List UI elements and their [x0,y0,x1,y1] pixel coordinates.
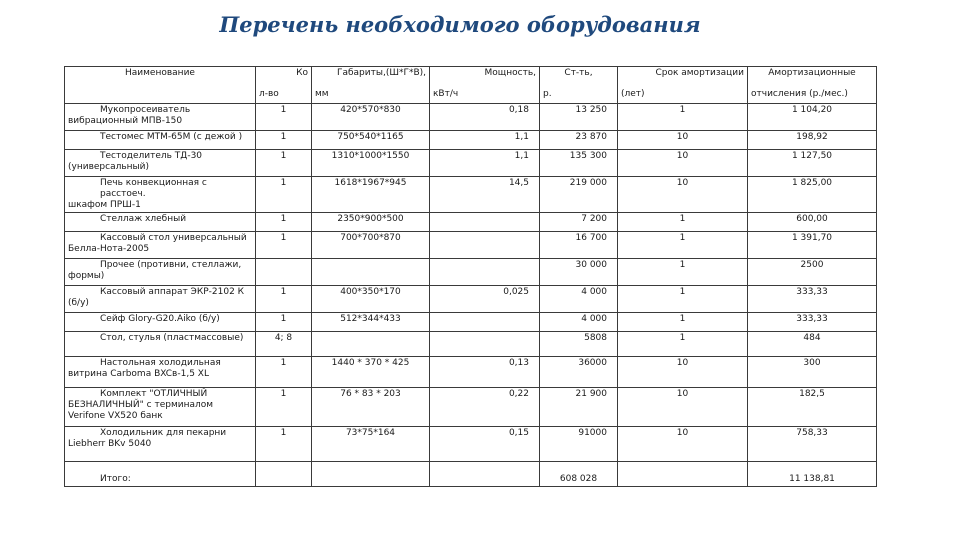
cell-power-value: 1,1 [514,151,529,161]
cell-qty-value: 1 [280,428,287,438]
cell-cost [540,388,618,427]
cell-depreciation-value: 333,33 [796,287,828,297]
cell-cost [540,104,618,131]
cell-dims-value: 1440 * 370 * 425 [331,358,410,368]
page-title: Перечень необходимого оборудования [219,12,701,37]
cell-dims-value: 512*344*433 [340,314,401,324]
cell-power [430,427,540,462]
cell-dims [312,131,430,150]
cell-life-value: 1 [679,105,686,115]
cell-qty-value: 1 [280,105,287,115]
cell-dims [312,150,430,177]
table-row [65,357,877,388]
cell-life-value: 10 [676,132,689,142]
cell-depreciation-value: 300 [803,358,821,368]
cell-depreciation [748,388,877,427]
item-name-line2: вибрационный МПВ-150 [68,116,183,126]
cell-qty-value: 1 [280,178,287,188]
item-name-line1: Настольная холодильная [100,358,221,368]
cell-cost [540,427,618,462]
total-qty [256,462,312,487]
cell-depreciation [748,259,877,286]
cell-life-value: 1 [679,333,686,343]
cell-cost [540,313,618,332]
cell-depreciation [748,213,877,232]
cell-qty-value: 1 [280,389,287,399]
item-name-line1: Кассовый аппарат ЭКР-2102 К [100,287,245,297]
cell-power [430,177,540,213]
cell-depreciation [748,427,877,462]
cell-life-value: 10 [676,389,689,399]
cell-dims [312,213,430,232]
cell-name [65,259,256,286]
cell-qty [256,232,312,259]
cell-dims [312,286,430,313]
cell-power [430,357,540,388]
cell-depreciation-value: 484 [803,333,821,343]
cell-depreciation [748,177,877,213]
header-power: Мощность, кВт/ч [430,67,540,104]
cell-life [618,259,748,286]
cell-dims-value: 1310*1000*1550 [331,151,410,161]
cell-qty-value: 1 [280,314,287,324]
cell-qty [256,286,312,313]
table-row [65,131,877,150]
cell-dims [312,259,430,286]
cell-depreciation-value: 333,33 [796,314,828,324]
table-row [65,104,877,131]
cell-power-value: 0,22 [508,389,529,399]
cell-dims-value: 400*350*170 [340,287,401,297]
item-name-line2: Liebherr BKv 5040 [68,439,152,449]
cell-dims [312,427,430,462]
item-name-line2: витрина Carboma BXCв-1,5 XL [68,369,209,379]
cell-depreciation-value: 1 391,70 [791,233,833,243]
cell-name [65,332,256,357]
cell-depreciation [748,131,877,150]
cell-power-value: 0,025 [503,287,529,297]
cell-depreciation [748,332,877,357]
cell-qty [256,213,312,232]
cell-dims [312,313,430,332]
item-name-line1: Стеллаж хлебный [100,214,187,224]
item-name-line1: Стол, стулья (пластмассовые) [100,333,244,343]
cell-power [430,213,540,232]
cell-power [430,104,540,131]
cell-cost [540,131,618,150]
cell-life-value: 1 [679,214,686,224]
cell-dims [312,388,430,427]
cell-power-value: 0,13 [508,358,529,368]
cell-cost-value: 21 900 [575,389,607,399]
cell-depreciation [748,313,877,332]
item-name-line2: БЕЗНАЛИЧНЫЙ" с терминалом Verifone VX520 банк [68,400,214,421]
cell-name [65,427,256,462]
header-life: Срок амортизации (лет) [618,67,748,104]
table-row [65,150,877,177]
total-depreciation [748,462,877,487]
cell-cost [540,177,618,213]
cell-cost-value: 91000 [578,428,607,438]
cell-depreciation [748,150,877,177]
cell-cost-value: 4 000 [581,287,607,297]
cell-qty [256,259,312,286]
cell-power [430,232,540,259]
cell-qty [256,177,312,213]
cell-life-value: 10 [676,151,689,161]
cell-dims-value: 1618*1967*945 [334,178,407,188]
cell-life [618,150,748,177]
cell-power [430,286,540,313]
cell-cost [540,150,618,177]
cell-depreciation-value: 1 104,20 [791,105,833,115]
cell-qty-value: 1 [280,287,287,297]
cell-dims [312,177,430,213]
cell-qty [256,313,312,332]
cell-dims-value: 700*700*870 [340,233,401,243]
cell-cost [540,213,618,232]
cell-dims-value: 750*540*1165 [337,132,404,142]
cell-life [618,104,748,131]
total-life [618,462,748,487]
cell-qty-value: 1 [280,214,287,224]
cell-depreciation [748,104,877,131]
cell-qty-value: 1 [280,358,287,368]
total-label [65,462,256,487]
item-name-line1: Тестомес МТМ-65М (с дежой ) [100,132,243,142]
cell-cost [540,259,618,286]
cell-life-value: 10 [676,428,689,438]
cell-name [65,104,256,131]
cell-power [430,150,540,177]
total-power [430,462,540,487]
table-row [65,213,877,232]
cell-name [65,286,256,313]
cell-depreciation [748,232,877,259]
cell-life-value: 1 [679,233,686,243]
total-label-value: Итого: [100,474,131,484]
cell-depreciation-value: 1 127,50 [791,151,833,161]
cell-cost-value: 23 870 [575,132,607,142]
cell-qty [256,104,312,131]
item-name-line1: Прочее (противни, стеллажи, [100,260,242,270]
cell-life [618,131,748,150]
item-name-line2: (б/у) [68,298,89,308]
cell-name [65,131,256,150]
cell-power [430,388,540,427]
total-cost [540,462,618,487]
cell-life-value: 1 [679,260,686,270]
cell-dims-value: 73*75*164 [345,428,396,438]
item-name-line1: Сейф Glory-G20.Aiko (б/у) [100,314,220,324]
cell-cost [540,286,618,313]
table-row [65,332,877,357]
cell-cost-value: 13 250 [575,105,607,115]
cell-name [65,313,256,332]
cell-qty-value: 1 [280,151,287,161]
cell-cost-value: 30 000 [575,260,607,270]
cell-name [65,232,256,259]
table-row [65,388,877,427]
cell-qty [256,131,312,150]
cell-life-value: 1 [679,287,686,297]
cell-dims [312,232,430,259]
header-dims: Габариты,(Ш*Г*В), мм [312,67,430,104]
item-name-line1: Печь конвекционная с расстоеч. [100,178,207,199]
cell-depreciation [748,286,877,313]
cell-power-value: 1,1 [514,132,529,142]
item-name-line2: Белла-Нота-2005 [68,244,150,254]
header-depreciation: Амортизационные отчисления (р./мес.) [748,67,877,104]
cell-dims [312,104,430,131]
cell-power [430,131,540,150]
cell-cost [540,332,618,357]
cell-power [430,313,540,332]
table-row [65,286,877,313]
table-header-row [65,67,877,104]
table-row [65,177,877,213]
item-name-line1: Комплект "ОТЛИЧНЫЙ [100,389,208,399]
cell-power-value: 0,18 [508,105,529,115]
cell-life [618,427,748,462]
cell-life-value: 10 [676,178,689,188]
cell-cost [540,357,618,388]
cell-name [65,213,256,232]
header-cost: Ст-ть, р. [540,67,618,104]
cell-cost-value: 36000 [578,358,607,368]
cell-depreciation-value: 198,92 [796,132,828,142]
cell-life [618,286,748,313]
cell-cost-value: 16 700 [575,233,607,243]
item-name-line1: Кассовый стол универсальный [100,233,247,243]
cell-depreciation-value: 182,5 [799,389,825,399]
cell-life-value: 10 [676,358,689,368]
cell-name [65,388,256,427]
cell-dims [312,357,430,388]
cell-qty [256,388,312,427]
cell-dims-value: 420*570*830 [340,105,401,115]
cell-power-value: 0,15 [508,428,529,438]
cell-life [618,332,748,357]
item-name-line2: (универсальный) [68,162,149,172]
cell-power [430,332,540,357]
cell-qty [256,150,312,177]
cell-life [618,357,748,388]
total-dims [312,462,430,487]
item-name-line1: Холодильник для пекарни [100,428,227,438]
cell-qty [256,357,312,388]
item-name-line1: Мукопросеиватель [100,105,191,115]
cell-depreciation [748,357,877,388]
equipment-table [64,66,877,487]
header-name: Наименование [65,67,256,104]
total-depreciation-value: 11 138,81 [789,474,835,484]
cell-depreciation-value: 2500 [800,260,824,270]
item-name-line1: Тестоделитель ТД-30 [100,151,203,161]
cell-life [618,177,748,213]
cell-depreciation-value: 600,00 [796,214,828,224]
table-row [65,259,877,286]
cell-cost [540,232,618,259]
cell-qty-value: 4; 8 [274,333,293,343]
cell-dims-value: 76 * 83 * 203 [340,389,401,399]
cell-cost-value: 4 000 [581,314,607,324]
cell-power-value: 14,5 [508,178,529,188]
cell-qty [256,332,312,357]
cell-cost-value: 5808 [584,333,607,343]
cell-life [618,213,748,232]
cell-cost-value: 219 000 [569,178,607,188]
cell-qty-value: 1 [280,233,287,243]
total-row [65,462,877,487]
equipment-sheet [64,66,876,487]
cell-life [618,232,748,259]
cell-depreciation-value: 1 825,00 [791,178,833,188]
cell-dims-value: 2350*900*500 [337,214,404,224]
cell-life-value: 1 [679,314,686,324]
table-row [65,313,877,332]
header-qty: Ко л-во [256,67,312,104]
table-row [65,232,877,259]
item-name-line2: шкафом ПРШ-1 [68,200,141,210]
cell-name [65,357,256,388]
total-cost-value: 608 028 [559,474,598,484]
cell-qty-value: 1 [280,132,287,142]
cell-life [618,313,748,332]
cell-power [430,259,540,286]
cell-life [618,388,748,427]
cell-depreciation-value: 758,33 [796,428,828,438]
table-row [65,427,877,462]
cell-dims [312,332,430,357]
cell-cost-value: 7 200 [581,214,607,224]
cell-name [65,150,256,177]
cell-qty [256,427,312,462]
cell-name [65,177,256,213]
item-name-line2: формы) [68,271,105,281]
cell-cost-value: 135 300 [569,151,607,161]
